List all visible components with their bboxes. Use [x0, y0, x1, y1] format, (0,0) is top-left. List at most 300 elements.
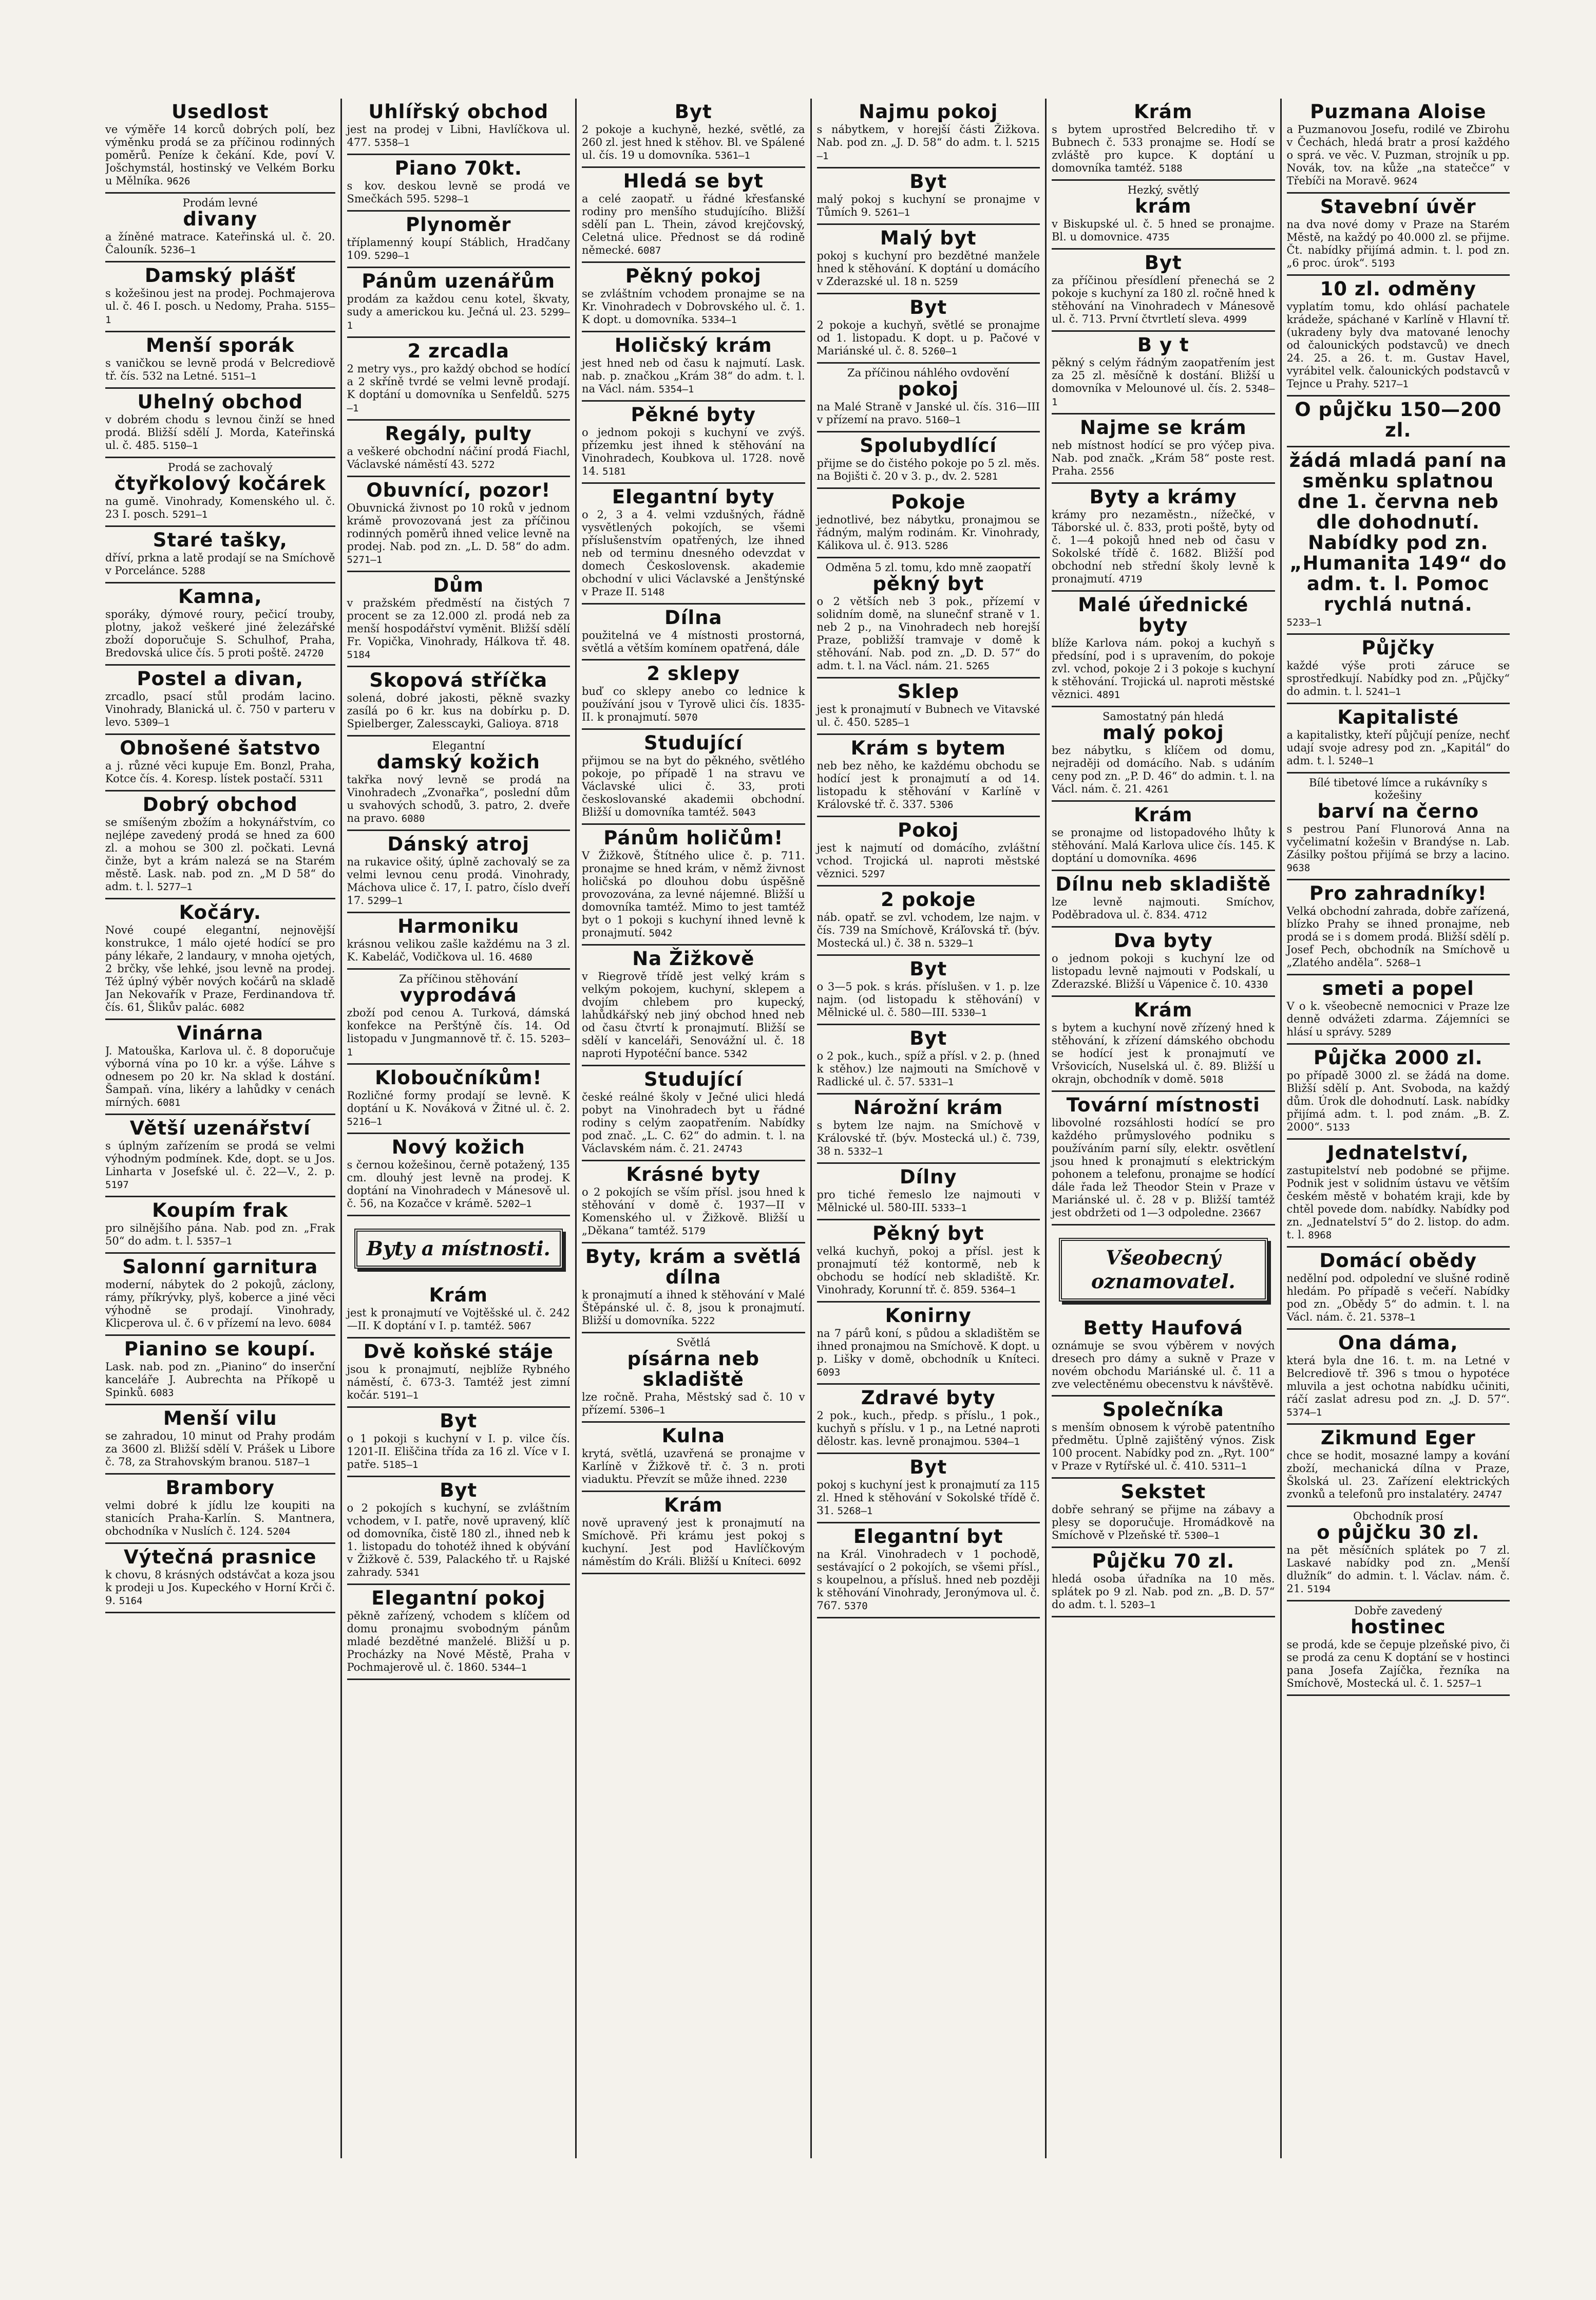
classified-ad — [1287, 1507, 1510, 1601]
ad-heading: Dánský atroj — [387, 833, 530, 855]
ad-body: která byla dne 16. t. m. na Letné v Belcrediově tř. 396 s tmou o hypotéce mluvila a jest ochotna nabídku učiniti, ráčí zaslat adresu pod zn. „J. D. 57“. — [1286, 1354, 1510, 1405]
ad-heading: Pěkné byty — [631, 404, 756, 426]
ad-code: 5148 — [641, 587, 665, 598]
classified-ad — [105, 1475, 335, 1544]
classified-ad — [105, 1197, 335, 1254]
ad-heading: Kapitalisté — [1337, 706, 1459, 728]
ad-heading: damský kožich — [376, 751, 540, 773]
ad-code: 2556 — [1091, 466, 1114, 477]
ad-code: 5291—1 — [172, 509, 208, 520]
ad-body: každé výše proti záruce se sprostředkují. Nabídky pod zn. „Půjčky“ do admin. t. l. — [1286, 659, 1510, 697]
ad-body: krámy pro nezaměstn., nížečké, v Táborské ul. č. 833, proti poště, byty od č. 1—4 pokojů hned neb od času v Sokolské třídě č. 1682. Bližší pod obchodní neb střední školy levně k pronajmutí. — [1052, 508, 1275, 585]
ad-preheading: Světlá — [676, 1336, 711, 1349]
classified-ad — [1287, 704, 1510, 774]
ad-body: se zvláštním vchodem pronajme se na Kr. Vinohradech v Dobrovského ul. č. 1. K dopt. u domovníka. — [582, 288, 805, 326]
ad-preheading: Samostatný pán hledá — [1103, 710, 1224, 723]
ad-heading: Nový kožich — [391, 1136, 525, 1158]
ad-heading: hostinec — [1350, 1616, 1446, 1638]
ad-heading: pěkný byt — [872, 573, 984, 595]
ad-body: a j. různé věci kupuje Em. Bonzl, Praha, Kotce čís. 4. Koresp. lístek postačí. — [105, 760, 335, 785]
classified-ad — [1287, 774, 1510, 880]
ad-code: 5268—1 — [1386, 957, 1421, 969]
ad-code: 5364—1 — [980, 1285, 1016, 1296]
ad-code: 5233—1 — [1286, 617, 1322, 628]
classified-ad — [347, 212, 571, 268]
ad-code: 5261—1 — [875, 207, 910, 218]
ad-heading: Elegantní byty — [612, 486, 775, 508]
ad-code: 5268—1 — [837, 1505, 873, 1517]
classified-ad — [1052, 802, 1275, 871]
ad-heading: Byt — [1144, 252, 1182, 274]
ad-code: 5042 — [649, 928, 673, 939]
ad-code: 5311—1 — [1211, 1461, 1247, 1472]
classified-ad — [582, 332, 805, 402]
ad-code: 5260—1 — [922, 346, 957, 357]
ad-code: 5285—1 — [874, 717, 910, 728]
ad-code: 5188 — [1158, 163, 1183, 174]
ad-heading: Byt — [909, 1456, 947, 1478]
ad-body: blíže Karlova nám. pokoj a kuchyň s předsíní, pod i s upravením, do pokoje zvl. vchod, pokoje 2 i 3 pokoje s kuchyní k stěhování. Trojická ul. naproti městské věznici. — [1052, 637, 1275, 701]
classified-ad — [105, 458, 335, 527]
ad-heading: 10 zl. odměny — [1320, 278, 1477, 300]
ad-heading: Společníka — [1102, 1399, 1224, 1421]
ad-body: vyplatím tomu, kdo ohlásí pachatele krádeže, spáchané v Karlíně v Hlavní tř. (ukradeny byly dva matované lenochy od čalounických podstavců) ve dnech 24. 25. a 26. t. m. Gustav Havel, vyrábitel velk. čalounických podstavců v Tejnce u Prahy. — [1286, 300, 1510, 390]
classified-ad — [105, 791, 335, 899]
ad-heading: Pánům uzenářům — [362, 270, 556, 292]
ad-heading: Dílnu neb skladiště — [1055, 873, 1271, 895]
classified-ad — [105, 1405, 335, 1475]
ad-heading: Byt — [909, 171, 947, 193]
ad-body: zrcadlo, psací stůl prodám lacino. Vinohrady, Blanická ul. č. 750 v parteru v levo. — [105, 690, 335, 728]
classified-ad — [105, 194, 335, 262]
ad-body: Rozličné formy prodají se levně. K doptání u K. Nováková v Žitné ul. č. 2. — [347, 1089, 570, 1115]
ad-body: neb bez něho, ke každému obchodu se hodící jest k pronajmutí a od 14. listopadu k stěhování v Karlíně v Královské tř. č. 337. — [816, 760, 1040, 810]
ad-code: 5204 — [267, 1526, 291, 1537]
ad-body: na dva nové domy v Praze na Starém Městě, na každý po 40.000 zl. se přijme. Čt. nabídky přijímá admin. t. l. pod zn. „6 proc. úrok“. — [1286, 218, 1510, 269]
ad-body: tříplamenný koupí Stáblich, Hradčany 109. — [347, 236, 570, 261]
ad-heading: Obnošené šatstvo — [120, 737, 321, 759]
ad-heading: Holičský krám — [614, 334, 772, 356]
ad-body: za příčinou přesídlení přenechá se 2 pokoje s kuchyní za 180 zl. ročně hned k stěhování na Vinohradech v Mánesově ul. č. 713. První čtvrtletí sleva. — [1052, 274, 1275, 325]
ad-body: jsou k pronajmutí, nejblíže Rybného náměstí, č. 673-3. Tamtéž jest zimní kočár. — [347, 1363, 570, 1401]
ad-heading: Damský plášť — [144, 265, 296, 287]
classified-ad — [1052, 99, 1275, 181]
ad-body: s černou kožešinou, černě potažený, 135 cm. dlouhý jest levně na prodej. K doptání na Vinohradech v Mánesově ul. č. 56, na Kozačce v krámě. — [347, 1159, 570, 1210]
ad-body: krytá, světlá, uzavřená se pronajme v Karlíně v Žižkově tř. č. 3 n. proti viaduktu. Převzít se může ihned. — [582, 1447, 805, 1485]
ad-heading: Kočáry. — [179, 901, 261, 923]
classified-ad — [1052, 414, 1275, 484]
ad-heading: divany — [183, 208, 258, 230]
ad-body: jest k najmutí od domácího, zvláštní vchod. Trojická ul. naproti městské věznici. — [816, 842, 1040, 880]
classified-ad — [105, 666, 335, 735]
ad-heading: Plynoměr — [405, 214, 511, 236]
ad-preheading: Dobře zavedený — [1354, 1605, 1442, 1617]
ad-heading: Krám — [429, 1284, 488, 1306]
column-1 — [105, 99, 340, 2158]
ad-heading: Jednatelství, — [1327, 1142, 1469, 1164]
ad-code: 5272 — [471, 459, 495, 470]
classified-ad — [582, 402, 805, 484]
classified-ad — [1052, 1315, 1275, 1397]
classified-ad — [817, 1220, 1040, 1303]
ad-heading: Krám — [664, 1494, 723, 1516]
classified-ad — [1052, 1397, 1275, 1479]
ad-body: jest hned neb od času k najmutí. Lask. nab. p. značkou „Krám 38“ do adm. t. l. na Václ. nám. — [582, 357, 805, 395]
classified-ad — [582, 484, 805, 605]
ad-body: o jednom pokoji s kuchyní ve zvýš. přízemku jest ihned k stěhování na Vinohradech, Koubkova ul. 1728. nově 14. — [582, 426, 805, 477]
classified-ad — [817, 956, 1040, 1025]
ad-code: 5300—1 — [1184, 1530, 1220, 1541]
ad-heading: Postel a divan, — [137, 668, 303, 690]
ad-code: 5070 — [674, 712, 698, 723]
classified-ad — [347, 268, 571, 338]
ad-heading: Regály, pulty — [385, 423, 532, 445]
ad-body: hledá osoba úřadníka na 10 měs. splátek po 9 zl. Nab. pod zn. „B. D. 57“ do adm. t. l. — [1052, 1573, 1275, 1611]
ad-body: zboží pod cenou A. Turková, dámská konfekce na Perštýně čís. 14. Od listopadu v Jungmannově tř. č. 15. — [347, 1007, 570, 1045]
classified-ad — [1287, 194, 1510, 276]
ad-heading: Konirny — [885, 1305, 972, 1327]
ad-code: 4680 — [508, 952, 533, 963]
ad-body: na Malé Straně v Janské ul. čís. 316—III v přízemí na pravo. — [816, 401, 1040, 426]
ad-code: 5151—1 — [221, 371, 257, 382]
ad-heading: Najme se krám — [1079, 417, 1247, 439]
ad-code: 5185—1 — [383, 1459, 419, 1471]
ad-body: o 3—5 pok. s krás. příslušen. v 1. p. lze najm. (od listopadu k stěhování) v Mělnické ul. č. 580—III. — [816, 981, 1040, 1019]
ad-heading: Hledá se byt — [623, 170, 764, 192]
ad-body: s kov. deskou levně se prodá ve Smečkách 595. — [347, 180, 570, 205]
ad-body: na 7 párů koní, s půdou a skladištěm se ihned pronajmou na Smíchově. K dopt. u p. Lišky v domě, obchodník u Kníteci. — [816, 1327, 1040, 1365]
ad-code: 5241—1 — [1365, 686, 1401, 697]
classified-ad — [817, 489, 1040, 558]
classified-ad — [582, 1161, 805, 1243]
ad-body: bez nábytku, s klíčem od domu, nejraději od domácího. Nab. s udáním ceny pod zn. „P. D. 46“ do admin. t. l. na Václ. nám. č. 21. — [1052, 744, 1275, 795]
ad-code: 6087 — [637, 245, 661, 256]
ad-body: o 2 pok., kuch., spíž a přísl. v 2. p. (hned k stěhov.) lze najmouti na Smíchově v Radlické ul. č. 57. — [816, 1050, 1040, 1088]
classified-ad — [817, 817, 1040, 887]
ad-code: 4330 — [1244, 979, 1268, 990]
ad-code: 5236—1 — [160, 244, 196, 256]
ad-heading: pokoj — [898, 378, 959, 400]
ad-body: dříví, prkna a latě prodají se na Smíchově v Porcelánce. — [105, 552, 335, 577]
ad-heading: Spolubydlící — [860, 435, 997, 457]
classified-ad — [1052, 1548, 1275, 1617]
classified-ad — [817, 1454, 1040, 1523]
classified-ad — [105, 1115, 335, 1197]
column-5 — [1045, 99, 1280, 2158]
classified-ad — [1052, 1226, 1275, 1315]
ad-code: 5309—1 — [134, 717, 170, 728]
classified-ad — [105, 1544, 335, 1613]
classified-ad — [1287, 1330, 1510, 1425]
classified-ad — [1052, 997, 1275, 1092]
ad-code: 5378—1 — [1380, 1312, 1416, 1323]
classified-ad — [1287, 975, 1510, 1045]
column-4 — [810, 99, 1046, 2158]
section-banner: Všeobecný oznamovatel. — [1059, 1238, 1268, 1302]
ad-heading: Byt — [909, 1027, 947, 1049]
classified-ad — [582, 1066, 805, 1161]
ad-preheading: Hezký, světlý — [1127, 184, 1199, 196]
ad-code: 5298—1 — [433, 194, 469, 205]
ad-body: solená, dobré jakosti, pěkně svazky zasílá po 6 kr. kus na dobírku p. D. Spielberger, Zalesscayki, Galioya. — [347, 692, 570, 730]
ad-heading: Studující — [644, 732, 743, 754]
ad-body: přijme se do čistého pokoje po 5 zl. měs. na Bojišti č. 20 v 3. p., dv. 2. — [816, 457, 1040, 482]
ad-body: s bytem a kuchyní nově zřízený hned k stěhování, k zřízení dámského obchodu se hodící jest k pronajmutí ve Vršovicích, Nuselská ul. č. 89. Bližší u okrajn, obchodník v domě. — [1052, 1022, 1275, 1085]
ad-body: v Biskupské ul. č. 5 hned se pronajme. Bl. u domovnice. — [1052, 218, 1275, 243]
classified-ad — [582, 1423, 805, 1492]
ad-body: velmi dobré k jídlu lze koupiti na stanicích Praha-Karlín. S. Mantnera, obchodníka v Nuslích č. 124. — [105, 1499, 335, 1537]
classified-ad — [1287, 447, 1510, 635]
ad-body: krásnou velikou zašle každému na 3 zl. K. Kabeláč, Vodičkova ul. 16. — [347, 938, 570, 963]
ad-heading: Pánům holičům! — [603, 827, 784, 849]
classified-ad — [347, 1282, 571, 1338]
ad-body: dobře sehraný se přijme na zábavy a plesy se doporučuje. Hromádkově na Smíchově v Plzeňské tř. — [1052, 1503, 1275, 1541]
ad-body: v Riegrově třídě jest velký krám s velkým pokojem, kuchyní, sklepem a dvojím chlebem pro kupecký, lahůdkářský neb jiný obchod hned neb od času čtvrtí k pronajmutí. Bližší se sdělí v kanceláři, Senovážní ul. č. 18 naproti Hypotéční bance. — [582, 970, 805, 1060]
ad-code: 6084 — [308, 1318, 331, 1329]
classified-ad — [817, 432, 1040, 489]
ad-code: 5299—1 — [367, 895, 403, 907]
ad-heading: Malé úřednické byty — [1078, 594, 1249, 636]
ad-heading: Byt — [909, 296, 947, 318]
classified-ad — [1287, 397, 1510, 447]
ad-body: s kožešinou jest na prodej. Pochmajerova ul. č. 46 I. posch. u Nedomy, Praha. — [105, 287, 335, 312]
ad-code: 5191—1 — [383, 1390, 419, 1401]
classified-ad — [347, 99, 571, 155]
classified-ad — [347, 572, 571, 667]
ad-heading: Malý byt — [880, 227, 977, 249]
ad-body: malý pokoj s kuchyní se pronajme v Tůmích 9. — [816, 193, 1040, 218]
ad-code: 5133 — [1326, 1122, 1350, 1133]
ad-heading: Větší uzenářství — [129, 1117, 311, 1139]
classified-ad — [817, 558, 1040, 678]
ad-preheading: Odměna 5 zl. tomu, kdo mně zaopatří — [825, 561, 1031, 574]
classified-ad — [817, 1164, 1040, 1220]
classified-ad — [105, 389, 335, 458]
ad-code: 9626 — [166, 176, 191, 187]
ad-heading: 2 zrcadla — [407, 340, 509, 362]
ad-body: nově upravený jest k pronajmutí na Smíchově. Při krámu jest pokoj s kuchyní. Jest pod Havlíčkovým náměstím do Králi. Bližší u Kníteci. — [582, 1517, 805, 1568]
ad-heading: Byty, krám a světlá dílna — [585, 1246, 802, 1288]
ad-body: o jednom pokoji s kuchyní lze od listopadu levně najmouti v Podskalí, u Zderazské. Bližší u Vápenice č. 10. — [1052, 952, 1275, 990]
ad-body: V o k. všeobecně nemocnici v Praze lze denně odvážeti zdarma. Zájemníci se hlásí u správy. — [1286, 1000, 1510, 1038]
classified-ad — [582, 825, 805, 946]
ad-heading: Dva byty — [1113, 930, 1213, 952]
ad-code: 5331—1 — [918, 1077, 954, 1088]
ad-heading: Zikmund Eger — [1320, 1427, 1476, 1449]
ad-body: po případě 3000 zl. se žádá na dome. Bližší sdělí p. Ant. Svoboda, na každý dům. Úrok dle dohodnutí. Lask. nabídky přijímá adm. t. l. pod znám. „B. Z. 2000“. — [1286, 1069, 1510, 1133]
ad-heading: malý pokoj — [1102, 722, 1224, 744]
ad-code: 5067 — [508, 1321, 532, 1332]
ad-body: 2 pokoje a kuchyň, světlé se pronajme od 1. listopadu. K dopt. u p. Pačové v Mariánské ul. č. 8. — [816, 319, 1040, 357]
classified-ad — [1052, 484, 1275, 592]
classified-ad — [105, 99, 335, 194]
ad-code: 5297 — [861, 869, 885, 880]
ad-body: chce se hodit, mosazné lampy a kování zboží, mechanická dílna v Praze, Školská ul. 23. Zařízení elektrických zvonků a telefonů pro instalatéry. — [1286, 1449, 1510, 1500]
ad-body: nedělní pod. odpolední ve slušné rodině hledám. Po případě s večeří. Nabídky pod zn. „Obědy 5“ do admin. t. l. na Václ. nám. č. 21. — [1286, 1272, 1510, 1323]
classified-ad — [1287, 276, 1510, 397]
classified-ad — [1052, 181, 1275, 250]
ad-code: 6080 — [401, 813, 425, 824]
ad-code: 5286 — [924, 540, 948, 552]
classified-ad — [105, 583, 335, 666]
ad-code: 5311 — [299, 774, 324, 785]
column-3 — [575, 99, 810, 2158]
classified-ad — [582, 263, 805, 332]
ad-body: s vaničkou se levně prodá v Belcrediově tř. čís. 532 na Letné. — [105, 357, 335, 382]
ad-body: oznámuje se svou výběrem v nových dresech pro dámy a sukně v Praze v novém obchodu Mariánské ul. č. 11 a zve velectěnému obecenstvu k návštěvě. — [1052, 1340, 1275, 1390]
ad-code: 5216—1 — [347, 1116, 383, 1127]
classified-columns — [105, 99, 1515, 2158]
classified-ad — [817, 294, 1040, 364]
ad-heading: Sklep — [897, 681, 960, 703]
ad-code: 5240—1 — [1338, 756, 1374, 767]
ad-body: prodám za každou cenu kotel, škvaty, sudy a americkou ku. Ječná ul. 23. — [347, 293, 570, 318]
ad-heading: Piano 70kt. — [394, 157, 522, 179]
classified-ad — [1287, 1601, 1510, 1696]
classified-ad — [582, 661, 805, 730]
ad-heading: Nárožní krám — [853, 1097, 1003, 1119]
ad-heading: Najmu pokoj — [859, 101, 998, 123]
classified-ad — [582, 1492, 805, 1574]
classified-ad — [105, 332, 335, 389]
ad-body: jest k pronajmutí ve Vojtěšské ul. č. 242—II. K doptání v I. p. tamtéž. — [347, 1307, 570, 1332]
ad-code: 4712 — [1184, 910, 1207, 921]
ad-body: zastupitelství neb podobné se přijme. Podnik jest v solidním ústavu ve větším českém městě v bohatém kraji, kde by chtěl povede dom. nabídky. Nabídky pod zn. „Jednatelství 5“ do 2. listop. do adm. t. l. — [1286, 1164, 1510, 1241]
ad-code: 8968 — [1308, 1230, 1332, 1241]
classified-ad — [582, 946, 805, 1066]
ad-code: 5332—1 — [847, 1146, 883, 1157]
ad-heading: Výtečná prasnice — [124, 1546, 317, 1568]
ad-code: 5164 — [119, 1595, 143, 1607]
ad-body: na Král. Vinohradech v 1 pochodě, sestávající o 2 pokojích, se všemi přísl., s koupelnou, a přísluš. hned neb později k stěhování Vinohrady, Jeronýmova ul. č. 767. — [816, 1548, 1040, 1612]
classified-ad — [105, 1020, 335, 1115]
classified-ad — [817, 225, 1040, 294]
classified-ad — [1052, 928, 1275, 997]
ad-code: 5357—1 — [197, 1236, 232, 1247]
ad-code: 8718 — [535, 719, 559, 730]
ad-code: 5193 — [1371, 258, 1395, 269]
ad-code: 4891 — [1096, 689, 1120, 701]
ad-body: pokoj s kuchyní jest k pronajmutí za 115 zl. Hned k stěhování v Sokolské třídě č. 31. — [816, 1479, 1040, 1517]
ad-heading: Byty a krámy — [1089, 486, 1237, 508]
classified-ad — [817, 678, 1040, 735]
classified-ad — [347, 913, 571, 970]
classified-ad — [105, 1336, 335, 1405]
classified-ad — [817, 1523, 1040, 1618]
ad-body: k pronajmutí a ihned k stěhování v Malé Štěpánské ul. č. 8, jsou k pronajmutí. Bližší u domovníka. — [582, 1289, 805, 1327]
ad-heading: Dílna — [664, 607, 723, 629]
ad-code: 23667 — [1231, 1208, 1262, 1219]
ad-heading: Menší vilu — [163, 1407, 277, 1429]
ad-heading: smeti a popel — [1322, 977, 1474, 1000]
column-2 — [340, 99, 576, 2158]
classified-ad — [1287, 1045, 1510, 1140]
classified-ad — [1052, 707, 1275, 802]
ad-code: 6083 — [150, 1387, 174, 1399]
ad-code: 5341 — [396, 1567, 420, 1578]
classified-ad — [1052, 250, 1275, 332]
ad-body: jest k pronajmutí v Bubnech ve Vitavské ul. č. 450. — [816, 703, 1040, 728]
ad-body: přijmou se na byt do pěkného, světlého pokoje, po případě 1 na stravu ve Václavské ulici č. 33, proti českoslovanské akademii obchodní. Bližší u domovníka tamtéž. — [582, 755, 805, 818]
classified-ad — [105, 262, 335, 332]
ad-body: pěkně zařízený, vchodem s klíčem od domu pronajmu svobodným pánům mladé bezdětné manželé. Bližší u p. Procházky na Nové Městě, Praha v Pochmajerově ul. č. 1860. — [347, 1610, 570, 1673]
classified-ad — [1287, 1140, 1510, 1248]
ad-heading: Půjčky — [1361, 637, 1435, 659]
ad-preheading: Za příčinou stěhování — [399, 973, 518, 985]
ad-body: libovolné rozsáhlosti hodící se pro každého průmyslového podniku s používáním parní síly, elektr. osvětlení jsou hned k pronajmutí s elektrickým pohonem a telefonu, pronajme se hodící dále řada lež Theodor Stein v Praze v Mariánské ul. č. 28 v p. Bližší tamtéž jest obdržeti od 1—3 odpoledne. — [1052, 1117, 1275, 1219]
ad-body: velká kuchyň, pokoj a přísl. jest k pronajmutí též kontormě, neb k obchodu se hodící neb skladiště. Kr. Vinohrady, Korunní tř. č. 859. — [816, 1245, 1040, 1296]
ad-body: v dobrém chodu s levnou činží se hned prodá. Bližší sdělí J. Morda, Kateřinská ul. č. 485. — [105, 413, 335, 451]
ad-code: 5370 — [844, 1600, 868, 1612]
ad-body: sporáky, dýmové roury, pečicí trouby, plotny, jakož veškeré jiné železářské zboží doporučuje S. Schulhof, Praha, Bredovská ulice čís. 5 proti poště. — [105, 608, 335, 659]
classified-ad — [1052, 1092, 1275, 1226]
ad-code: 5306—1 — [630, 1405, 666, 1416]
ad-code: 5259 — [934, 276, 958, 288]
ad-code: 5043 — [732, 807, 756, 818]
ad-code: 5306 — [929, 799, 954, 810]
ad-body: 2 pok., kuch., předp. s příslu., 1 pok., kuchyň s příslu. v 1 p., na Letné naproti dělostr. kas. levně pronajmou. — [816, 1409, 1040, 1447]
ad-body: české reálné školy v Ječné ulici hledá pobyt na Vinohradech byt u řádné rodiny s celým zaopatřením. Nabídky pod znač. „L. C. 62“ do admin. t. l. na Václavském nám. č. 21. — [582, 1091, 805, 1155]
classified-ad — [347, 1134, 571, 1216]
ad-preheading: Za příčinou náhlého ovdovění — [847, 367, 1010, 379]
ad-body: neb místnost hodící se pro výčep piva. Nab. pod značk. „Krám 58“ poste rest. Praha. — [1052, 439, 1275, 477]
ad-code: 5150—1 — [163, 440, 198, 451]
ad-heading: Dvě koňské stáje — [363, 1341, 554, 1363]
ad-body: se pronajme od listopadového lhůty k stěhování. Malá Karlova ulice čís. 145. K doptání u domovníka. — [1052, 826, 1275, 864]
ad-body: moderní, nábytek do 2 pokojů, záclony, rámy, příkrývky, plyš, koberce a jiné věci výhodně se prodají. Vinohrady, Klicperova ul. č. 6 v přízemí na levo. — [105, 1278, 335, 1329]
ad-code: 24743 — [713, 1143, 743, 1155]
ad-code: 5334—1 — [701, 314, 737, 326]
ad-heading: Půjčka 2000 zl. — [1313, 1047, 1483, 1069]
ad-code: 2230 — [763, 1474, 787, 1485]
ad-heading: Usedlost — [172, 101, 269, 123]
ad-body: lze levně najmouti. Smíchov, Poděbradova ul. č. 834. — [1052, 896, 1275, 921]
ad-heading: Pokoj — [898, 819, 959, 841]
ad-code: 5374—1 — [1286, 1407, 1322, 1418]
ad-heading: Tovární místnosti — [1066, 1094, 1260, 1116]
ad-body: a celé zaopatř. u řádné křesťanské rodiny pro menšího studujícího. Bližší sdělí pan L. Thein, závod krejčovský, Celetná ulice. Přednost se dá rodině německé. — [582, 193, 805, 256]
ad-body: V Žižkově, Štítného ulice č. p. 711. pronajme se hned krám, v němž živnost holičská po dlouhou dobu úspěšně provozována, za levné nájemné. Bližší u domovníka tamtéž. Mimo to jest tamtéž byt o 1 pokoji s kuchyní ihned levně k pronajmutí. — [582, 850, 805, 939]
ad-heading: Studující — [644, 1068, 743, 1090]
ad-heading: Pěkný pokoj — [625, 265, 762, 287]
ad-heading: o půjčku 30 zl. — [1317, 1521, 1480, 1543]
ad-heading: Byt — [440, 1410, 478, 1432]
ad-heading: Harmoniku — [397, 915, 520, 937]
classified-ad — [1052, 1479, 1275, 1548]
classified-ad — [347, 1338, 571, 1408]
ad-code: 5203—1 — [347, 1033, 570, 1058]
ad-heading: Krám s bytem — [850, 737, 1006, 759]
ad-preheading: Bílé tibetové límce a rukávníky s kožešiny — [1309, 777, 1488, 801]
ad-body: pěkný s celým řádným zaopatřením jest za 25 zl. měsíčně k dostání. Bližší u domovníka v Melounové ul. čís. 2. — [1052, 356, 1275, 394]
ad-code: 6092 — [777, 1556, 802, 1568]
ad-body: o 2 pokojích s kuchyní, se zvláštním vchodem, v I. patře, nově upravený, klíč od domovníka, čistě 180 zl., ihned neb k 1. listopadu do tohotéž ihned k obývání v Žižkově č. 539, Palackého tř. u Rajské zahrady. — [347, 1502, 570, 1578]
ad-heading: Dům — [433, 574, 484, 596]
classified-ad — [817, 1385, 1040, 1454]
ad-heading: žádá mladá paní na směnku splatnou dne 1. června neb dle dohodnutí. Nabídky pod zn. „Humanita 149“ do adm. t. l. Pomoc rychlá nutná. — [1289, 449, 1507, 615]
ad-body: s menším obnosem k výrobě patentního předmětu. Úplně zajištěný výnos. Zisk 100 procent. Nabídky pod zn. „Ryt. 100“ v Praze v Rytířské ul. č. 410. — [1052, 1421, 1275, 1472]
ad-code: 5304—1 — [984, 1436, 1020, 1447]
ad-code: 5277—1 — [157, 881, 193, 893]
ad-preheading: Prodám levné — [182, 197, 258, 209]
ad-code: 5265 — [966, 661, 990, 672]
ad-heading: O půjčku 150—200 zl. — [1295, 399, 1502, 441]
classified-ad — [347, 1585, 571, 1680]
ad-code: 5281 — [974, 471, 998, 482]
ad-body: J. Matouška, Karlova ul. č. 8 doporučuje výborná vína po 10 kr. a výše. Láhve s odnesem po 20 kr. Na sklad k dostání. Šampaň. vína, likéry a lahůdky v cenách mírných. — [105, 1045, 335, 1108]
classified-ad — [582, 1243, 805, 1333]
classified-ad — [1052, 592, 1275, 707]
